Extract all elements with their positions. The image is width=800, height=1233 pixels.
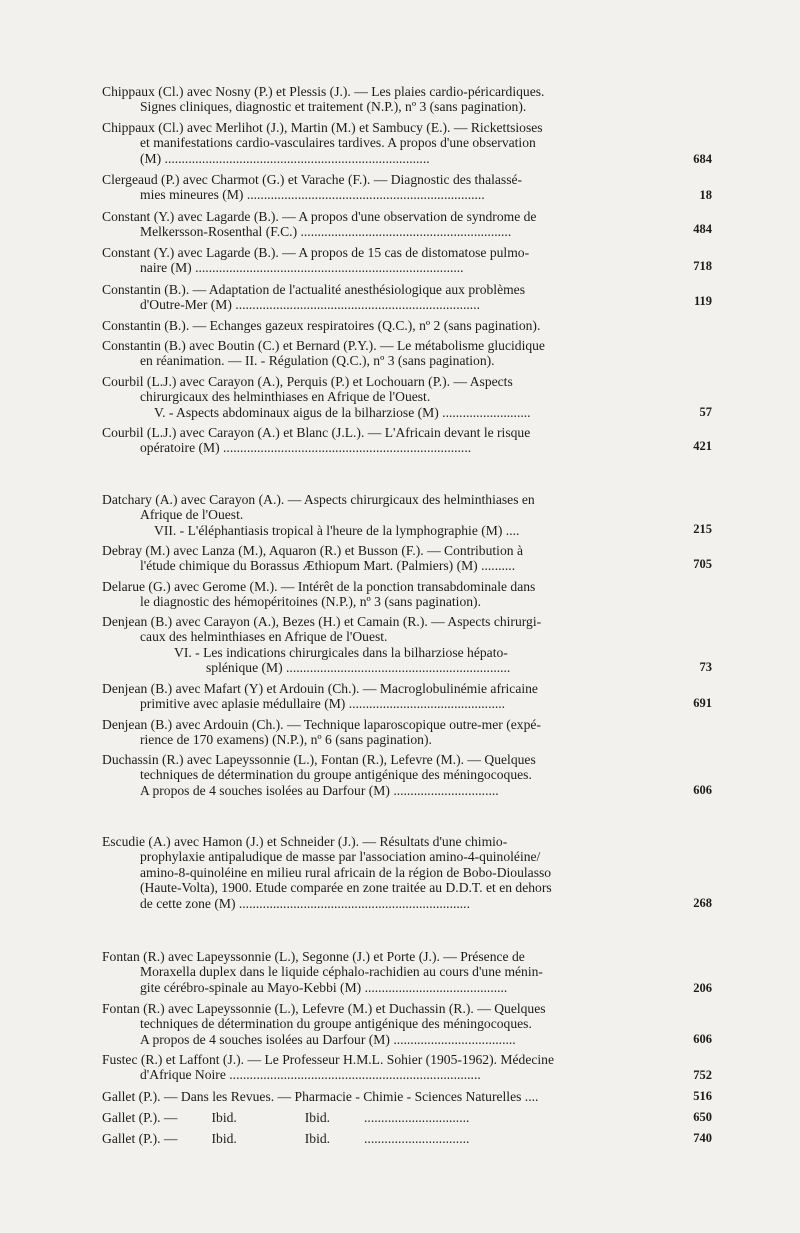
index-entry [102,172,668,203]
page-number: 215 [693,522,712,536]
index-entry [102,1110,668,1125]
entry-line: et manifestations cardio-vasculaires tardives. A propos d'une observation [140,135,536,151]
entry-line: d'Outre-Mer (M) ........................................................................ [140,297,480,313]
entry-line: Fustec (R.) et Laffont (J.). — Le Professeur H.M.L. Sohier (1905-1962). Médecine [102,1052,555,1067]
page-number: 516 [693,1089,712,1103]
index-entry [102,752,668,798]
entry-line: Duchassin (R.) avec Lapeyssonnie (L.), Fontan (R.), Lefevre (M.). — Quelques [102,752,536,767]
entry-line: rience de 170 examens) (N.P.), nº 6 (sans pagination). [140,732,432,748]
entry-line: gite cérébro-spinale au Mayo-Kebbi (M) .......................................... [140,979,508,995]
entry-line: A propos de 4 souches isolées au Darfour (M) ............................... [140,782,499,798]
index-entry [102,834,668,911]
page-number: 740 [693,1131,712,1145]
entry-line: naire (M) ............................................................................... [140,260,464,276]
page-number: 268 [693,896,712,910]
index-entry [102,681,668,712]
entry-line: d'Afrique Noire .......................................................................... [140,1067,481,1083]
page-number: 650 [693,1110,712,1124]
page-number: 421 [693,439,712,453]
entry-line: Courbil (L.J.) avec Carayon (A.) et Blanc (J.L.). — L'Africain devant le risque [102,425,531,440]
entry-line: Fontan (R.) avec Lapeyssonnie (L.), Segonne (J.) et Porte (J.). — Présence de [102,949,525,964]
index-entry [102,374,668,420]
entry-line: chirurgicaux des helminthiases en Afrique de l'Ouest. [140,389,431,405]
entry-line: opératoire (M) ......................................................................... [140,440,472,456]
index-entry [102,1052,668,1083]
entry-line: Delarue (G.) avec Gerome (M.). — Intérêt de la ponction transabdominale dans [102,579,536,594]
index-entry [102,425,668,456]
entry-line: Signes cliniques, diagnostic et traitement (N.P.), nº 3 (sans pagination). [140,99,527,115]
entry-line: Moraxella duplex dans le liquide céphalo-rachidien au cours d'une ménin- [140,964,543,980]
entry-line: Melkersson-Rosenthal (F.C.) .............................................................. [140,224,512,240]
page-number: 606 [693,783,712,797]
page-number: 206 [693,981,712,995]
entry-line: Chippaux (Cl.) avec Merlihot (J.), Martin (M.) et Sambucy (E.). — Rickettsioses [102,120,543,135]
page-number: 606 [693,1032,712,1046]
entry-line: caux des helminthiases en Afrique de l'Ouest. [140,629,388,645]
entry-line: Gallet (P.). — Ibid. Ibid. ............................... [102,1110,470,1125]
index-entry [102,1089,668,1104]
page-number: 57 [699,405,712,419]
index-entry [102,84,668,115]
index-entry [102,614,668,676]
entry-line: prophylaxie antipaludique de masse par l'association amino-4-quinoléine/ [140,849,541,865]
entry-line: Denjean (B.) avec Carayon (A.), Bezes (H.) et Camain (R.). — Aspects chirurgi- [102,614,542,629]
entry-line: techniques de détermination du groupe antigénique des méningocoques. [140,1016,532,1032]
entry-line: A propos de 4 souches isolées au Darfour (M) .................................... [140,1031,516,1047]
index-entry [102,543,668,574]
page-number: 119 [693,294,712,308]
index-entry [102,579,668,610]
index-entry [102,318,668,333]
entry-line: Constantin (B.). — Adaptation de l'actualité anesthésiologique aux problèmes [102,282,526,297]
entry-line: techniques de détermination du groupe antigénique des méningocoques. [140,767,532,783]
entry-line: Escudie (A.) avec Hamon (J.) et Schneider (J.). — Résultats d'une chimio- [102,834,508,849]
entry-line: en réanimation. — II. - Régulation (Q.C.), nº 3 (sans pagination). [140,353,495,369]
entry-line: Gallet (P.). — Ibid. Ibid. ............................... [102,1131,470,1146]
index-entry [102,245,668,276]
index-entry [102,120,668,166]
page-number: 484 [693,222,712,236]
entry-line: Clergeaud (P.) avec Charmot (G.) et Varache (F.). — Diagnostic des thalassé- [102,172,523,187]
entry-line: Chippaux (Cl.) avec Nosny (P.) et Plessis (J.). — Les plaies cardio-péricardiques. [102,84,545,99]
entry-line: VII. - L'éléphantiasis tropical à l'heure de la lymphographie (M) .... [154,522,520,538]
index-entry [102,1001,668,1047]
entry-line: Afrique de l'Ouest. [140,507,244,523]
entry-line: VI. - Les indications chirurgicales dans la bilharziose hépato- [174,644,508,660]
entry-line: Denjean (B.) avec Ardouin (Ch.). — Technique laparoscopique outre-mer (expé- [102,717,541,732]
index-entry [102,282,668,313]
index-entry [102,338,668,369]
page-number: 73 [699,660,712,674]
entry-line: le diagnostic des hémopéritoines (N.P.), nº 3 (sans pagination). [140,594,481,610]
index-entry [102,492,668,538]
entry-line: Courbil (L.J.) avec Carayon (A.), Perquis (P.) et Lochouarn (P.). — Aspects [102,374,513,389]
entry-line: Datchary (A.) avec Carayon (A.). — Aspects chirurgicaux des helminthiases en [102,492,535,507]
index-entry [102,1131,668,1146]
page-number: 752 [693,1068,712,1082]
entry-line: l'étude chimique du Borassus Æthiopum Mart. (Palmiers) (M) .......... [140,558,516,574]
entry-line: primitive avec aplasie médullaire (M) .............................................. [140,696,506,712]
page-number: 718 [693,259,712,273]
entry-line: Debray (M.) avec Lanza (M.), Aquaron (R.) et Busson (F.). — Contribution à [102,543,523,558]
entry-line: (M) .............................................................................. [140,150,430,166]
page-number: 705 [693,557,712,571]
index-entry [102,949,668,995]
index-entry [102,209,668,240]
page-number: 684 [693,152,712,166]
entry-line: (Haute-Volta), 1900. Etude comparée en zone traitée au D.D.T. et en dehors [140,880,552,896]
entry-line: Constant (Y.) avec Lagarde (B.). — A propos de 15 cas de distomatose pulmo- [102,245,530,260]
entry-line: mies mineures (M) ...................................................................... [140,187,485,203]
entry-line: Constantin (B.). — Echanges gazeux respiratoires (Q.C.), nº 2 (sans pagination). [102,318,541,333]
page-number: 691 [693,696,712,710]
index-entry [102,717,668,748]
entry-line: Constant (Y.) avec Lagarde (B.). — A propos d'une observation de syndrome de [102,209,537,224]
entry-line: Denjean (B.) avec Mafart (Y) et Ardouin (Ch.). — Macroglobulinémie africaine [102,681,538,696]
entry-line: Constantin (B.) avec Boutin (C.) et Bernard (P.Y.). — Le métabolisme glucidique [102,338,545,353]
entry-line: amino-8-quinoléine en milieu rural africain de la région de Bobo-Dioulasso [140,864,552,880]
entry-line: splénique (M) .................................................................. [206,660,511,676]
entry-line: de cette zone (M) .................................................................... [140,895,470,911]
entry-line: Gallet (P.). — Dans les Revues. — Pharmacie - Chimie - Sciences Naturelles .... [102,1089,539,1104]
page-number: 18 [699,188,712,202]
entry-line: Fontan (R.) avec Lapeyssonnie (L.), Lefevre (M.) et Duchassin (R.). — Quelques [102,1001,546,1016]
entry-line: V. - Aspects abdominaux aigus de la bilharziose (M) .......................... [154,404,531,420]
